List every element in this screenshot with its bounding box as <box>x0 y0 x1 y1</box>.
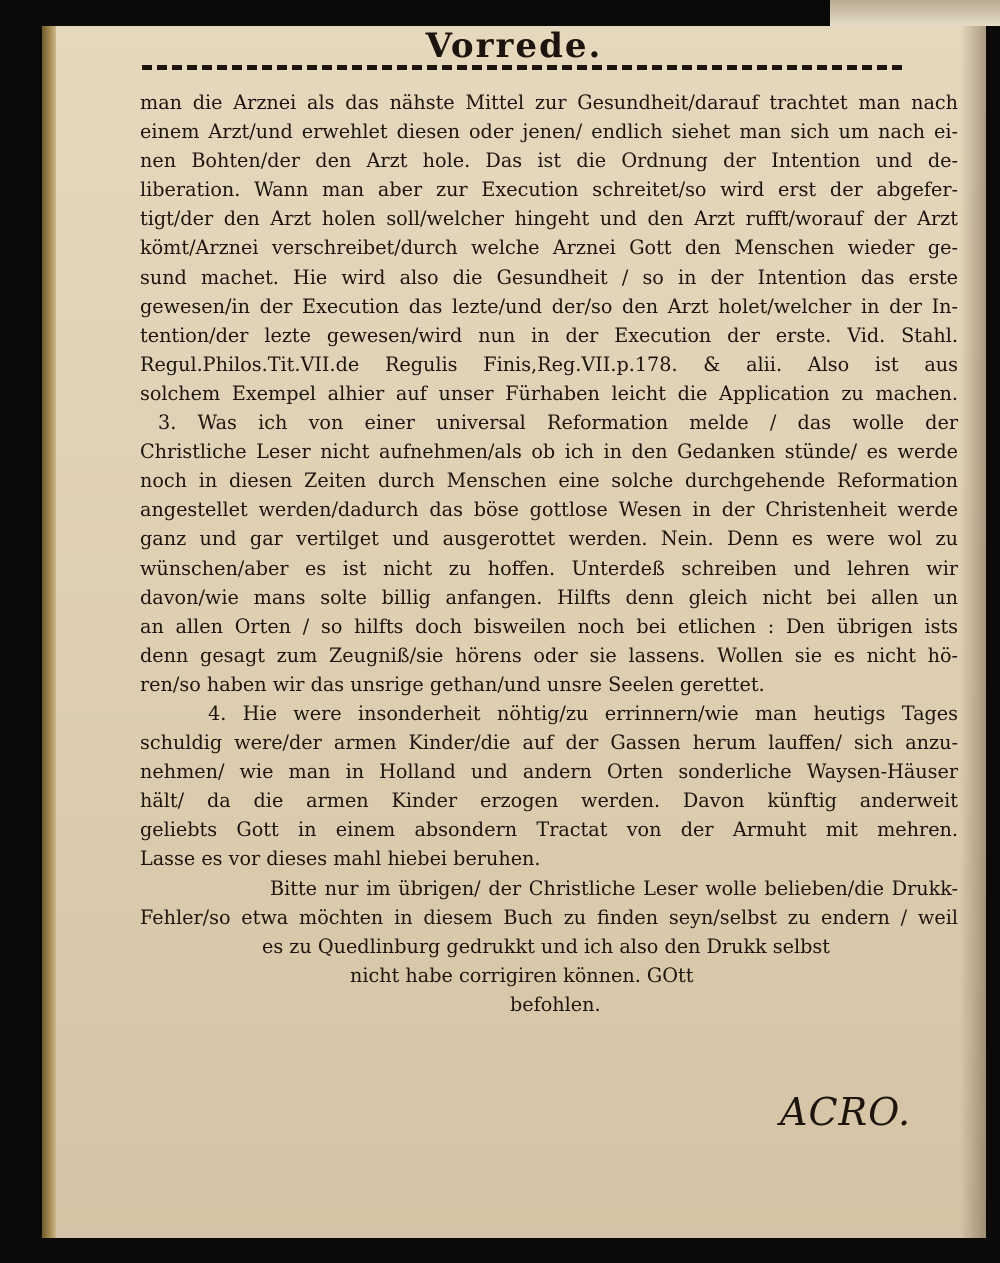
paragraph-start-line: 4. Hie were insonderheit nöhtig/zu errinnern/wie man heutigs Tages <box>208 701 958 725</box>
text-line: nehmen/ wie man in Holland und andern Orten sonderliche Waysen-Häuser <box>140 760 958 784</box>
text-line: ganz und gar vertilget und ausgerottet werden. Nein. Denn es were wol zu <box>140 527 958 551</box>
text-line: nicht habe corrigiren können. GOtt <box>350 963 694 987</box>
text-line: davon/wie mans solte billig anfangen. Hilfts denn gleich nicht bei allen un <box>140 585 958 609</box>
text-line: tention/der lezte gewesen/wird nun in der Execution der erste. Vid. Stahl. <box>140 323 958 347</box>
text-line: angestellet werden/dadurch das böse gottlose Wesen in der Christenheit werde <box>140 498 958 522</box>
author-signature: ACRO. <box>780 1090 912 1134</box>
text-line: nen Bohten/der den Arzt hole. Das ist die Ordnung der Intention und de- <box>140 149 958 173</box>
text-line: hält/ da die armen Kinder erzogen werden. Davon künftig anderweit <box>140 789 958 813</box>
text-line: solchem Exempel alhier auf unser Fürhaben leicht die Application zu machen. <box>140 381 958 405</box>
text-line: wünschen/aber es ist nicht zu hoffen. Unterdeß schreiben und lehren wir <box>140 556 958 580</box>
page-binding-edge <box>42 26 56 1238</box>
text-line: ren/so haben wir das unsrige gethan/und unsre Seelen gerettet. <box>140 672 765 696</box>
text-line: einem Arzt/und erwehlet diesen oder jenen/ endlich siehet man sich um nach ei- <box>140 120 958 144</box>
text-line: schuldig were/der armen Kinder/die auf der Gassen herum lauffen/ sich anzu- <box>140 731 958 755</box>
text-line: man die Arznei als das nähste Mittel zur Gesundheit/darauf trachtet man nach <box>140 91 958 114</box>
text-line: tigt/der den Arzt holen soll/welcher hingeht und den Arzt rufft/worauf der Arzt <box>140 207 958 231</box>
text-line: gewesen/in der Execution das lezte/und der/so den Arzt holet/welcher in der In- <box>140 294 958 318</box>
text-line: kömt/Arznei verschreibet/durch welche Arznei Gott den Menschen wieder ge- <box>140 236 958 260</box>
text-line: es zu Quedlinburg gedrukkt und ich also den Drukk selbst <box>262 934 830 958</box>
text-line: Christliche Leser nicht aufnehmen/als ob ich in den Gedanken stünde/ es werde <box>140 440 958 464</box>
text-line: an allen Orten / so hilfts doch bisweilen noch bei etlichen : Den übrigen ists <box>140 614 958 638</box>
paragraph-start-line: Bitte nur im übrigen/ der Christliche Leser wolle belieben/die Drukk- <box>270 876 958 900</box>
paragraph-start-line: 3. Was ich von einer universal Reformation melde / das wolle der <box>158 411 958 435</box>
page-edge-shadow <box>960 26 986 1238</box>
text-line: befohlen. <box>510 992 601 1016</box>
text-line: Lasse es vor dieses mahl hiebei beruhen. <box>140 847 541 871</box>
text-line: sund machet. Hie wird also die Gesundheit / so in der Intention das erste <box>140 265 958 289</box>
text-line: denn gesagt zum Zeugniß/sie hörens oder sie lassens. Wollen sie es nicht hö- <box>140 643 958 667</box>
text-line: Regul.Philos.Tit.VII.de Regulis Finis,Reg.VII.p.178. & alii. Also ist aus <box>140 352 958 376</box>
text-line: liberation. Wann man aber zur Execution schreitet/so wird erst der abgefer- <box>140 178 958 202</box>
book-page <box>42 26 986 1238</box>
text-line: noch in diesen Zeiten durch Menschen eine solche durchgehende Reformation <box>140 469 958 493</box>
text-line: geliebts Gott in einem absondern Tractat von der Armuht mit mehren. <box>140 818 958 842</box>
running-head: Vorrede. <box>425 26 603 66</box>
page-corner-tab <box>830 0 1000 26</box>
header-rule <box>142 65 902 70</box>
text-line: Fehler/so etwa möchten in diesem Buch zu finden seyn/selbst zu endern / weil <box>140 905 958 929</box>
body-text <box>140 88 958 1019</box>
